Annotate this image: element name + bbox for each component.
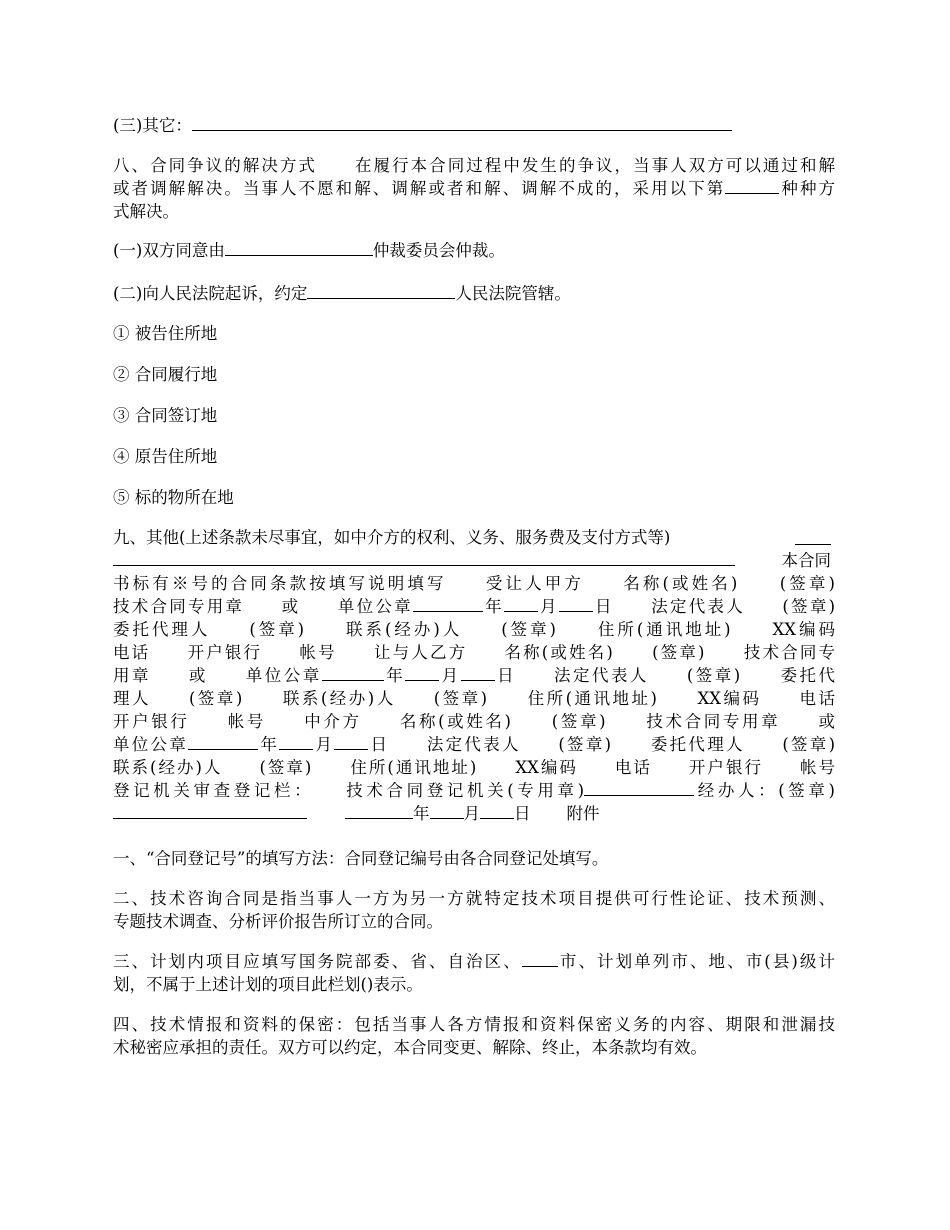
note-2-line2: 专题技术调查、分析评价报告所订立的合同。 xyxy=(113,912,443,931)
article9-line10 xyxy=(113,733,835,756)
option-arbitration xyxy=(113,239,835,262)
article9-text: 经办人：(签章) xyxy=(694,781,835,800)
venue-item: ④ 原告住所地 xyxy=(113,447,218,466)
article9-text: 月 xyxy=(439,666,461,685)
blank-line xyxy=(430,803,464,819)
other-label: (三)其它： xyxy=(113,116,192,135)
blank-line xyxy=(480,803,514,819)
article9-text: 法定代表人 (签章) 委托代 xyxy=(516,666,836,685)
article8-heading: 八、合同争议的解决方式 xyxy=(113,156,317,175)
article9-text: 本合同 xyxy=(781,551,831,570)
article9-text: 九、其他(上述条款未尽事宜，如中介方的权利、义务、服务费及支付方式等) xyxy=(113,528,671,547)
blank-line xyxy=(405,665,439,681)
note-text: 三、计划内项目应填写国务院部委、省、自治区、 xyxy=(113,952,522,971)
note-4-line1: 四、技术情报和资料的保密：包括当事人各方情报和资料保密义务的内容、期限和泄漏技 xyxy=(113,1015,835,1034)
option-text: 人民法院管辖。 xyxy=(455,284,571,303)
venue-item: ③ 合同签订地 xyxy=(113,406,218,425)
attachment-label: 附件 xyxy=(566,804,600,823)
article9-text: 单位公章 xyxy=(113,735,189,754)
blank-line xyxy=(584,780,694,796)
option-text: (二)向人民法院起诉，约定 xyxy=(113,284,308,303)
other-line xyxy=(113,114,835,137)
article9-text: 日 xyxy=(514,804,531,823)
blank-line xyxy=(522,951,558,967)
article9-line13 xyxy=(113,802,835,825)
article9-line8: 理人 (签章) 联系(经办)人 (签章) 住所(通讯地址) XX编码 电话 xyxy=(113,689,835,708)
article8-text: 种种方 xyxy=(779,179,836,198)
blank-line xyxy=(725,178,779,194)
note-3-line1 xyxy=(113,950,835,973)
article9-text: 技术合同专用章 或 单位公章 xyxy=(113,597,413,616)
note-1: 一、“合同登记号”的填写方法：合同登记编号由各合同登记处填写。 xyxy=(113,849,609,868)
article9-text: 月 xyxy=(313,735,335,754)
article9-text: 月 xyxy=(537,597,559,616)
venue-item: ② 合同履行地 xyxy=(113,365,218,384)
article9-text: 用章 或 单位公章 xyxy=(113,666,322,685)
blank-line xyxy=(334,734,368,750)
article9-line9: 开户银行 帐号 中介方 名称(或姓名) (签章) 技术合同专用章 或 xyxy=(113,712,835,731)
article9-text: 月 xyxy=(463,804,480,823)
article9-line7 xyxy=(113,664,835,687)
article8-text: 在履行本合同过程中发生的争议，当事人双方可以通过和解 xyxy=(352,156,836,175)
article9-text: 登记机关审查登记栏： 技术合同登记机关(专用章) xyxy=(113,781,585,800)
article9-text: 年 xyxy=(383,666,406,685)
note-3-line2: 划，不属于上述计划的项目此栏划()表示。 xyxy=(113,975,423,994)
blank-line xyxy=(113,803,307,819)
article9-line12 xyxy=(113,779,835,802)
article9-line11: 联系(经办)人 (签章) 住所(通讯地址) XX编码 电话 开户银行 帐号 xyxy=(113,758,835,777)
article9-line4 xyxy=(113,595,835,618)
article9-text: 日 xyxy=(592,597,614,616)
article9-text: 法定代表人 (签章) xyxy=(613,597,836,616)
blank-line xyxy=(188,734,258,750)
blank-line xyxy=(559,596,593,612)
blank-line xyxy=(192,115,732,131)
option-court xyxy=(113,282,835,305)
blank-line xyxy=(322,665,384,681)
article8-line1 xyxy=(113,154,835,177)
article9-text: 日 xyxy=(494,666,517,685)
note-text: 市、计划单列市、地、市(县)级计 xyxy=(557,952,836,971)
venue-item: ① 被告住所地 xyxy=(113,324,218,343)
option-text: (一)双方同意由 xyxy=(113,241,225,260)
article9-line6: 电话 开户银行 帐号 让与人乙方 名称(或姓名) (签章) 技术合同专 xyxy=(113,643,835,662)
blank-line xyxy=(795,529,831,545)
blank-line xyxy=(345,803,413,819)
article9-text: 年 xyxy=(413,804,430,823)
option-text: 仲裁委员会仲裁。 xyxy=(372,241,505,260)
article9-text: 日 xyxy=(368,735,390,754)
article8-line2 xyxy=(113,177,835,200)
article9-text: 法定代表人 (签章) 委托代理人 (签章) xyxy=(389,735,836,754)
article9-line3: 书标有※号的合同条款按填写说明填写 受让人甲方 名称(或姓名) (签章) xyxy=(113,574,835,593)
article9-text: 年 xyxy=(482,597,504,616)
blank-line xyxy=(307,283,455,299)
blank-line xyxy=(413,596,483,612)
blank-line xyxy=(504,596,538,612)
note-4-line2: 术秘密应承担的责任。双方可以约定，本合同变更、解除、终止，本条款均有效。 xyxy=(113,1038,707,1057)
article9-line1 xyxy=(113,526,835,549)
note-2-line1: 二、技术咨询合同是指当事人一方为另一方就特定技术项目提供可行性论证、技术预测、 xyxy=(113,889,835,908)
article9-text: 年 xyxy=(258,735,280,754)
blank-line xyxy=(279,734,313,750)
venue-item: ⑤ 标的物所在地 xyxy=(113,488,234,507)
article8-line3: 式解决。 xyxy=(113,202,179,221)
blank-line xyxy=(113,550,735,566)
article9-line2 xyxy=(113,549,835,572)
article9-line5: 委托代理人 (签章) 联系(经办)人 (签章) 住所(通讯地址) XX编码 xyxy=(113,620,835,639)
article8-text: 或者调解解决。当事人不愿和解、调解或者和解、调解不成的，采用以下第 xyxy=(113,179,726,198)
blank-line xyxy=(225,240,373,256)
blank-line xyxy=(461,665,495,681)
